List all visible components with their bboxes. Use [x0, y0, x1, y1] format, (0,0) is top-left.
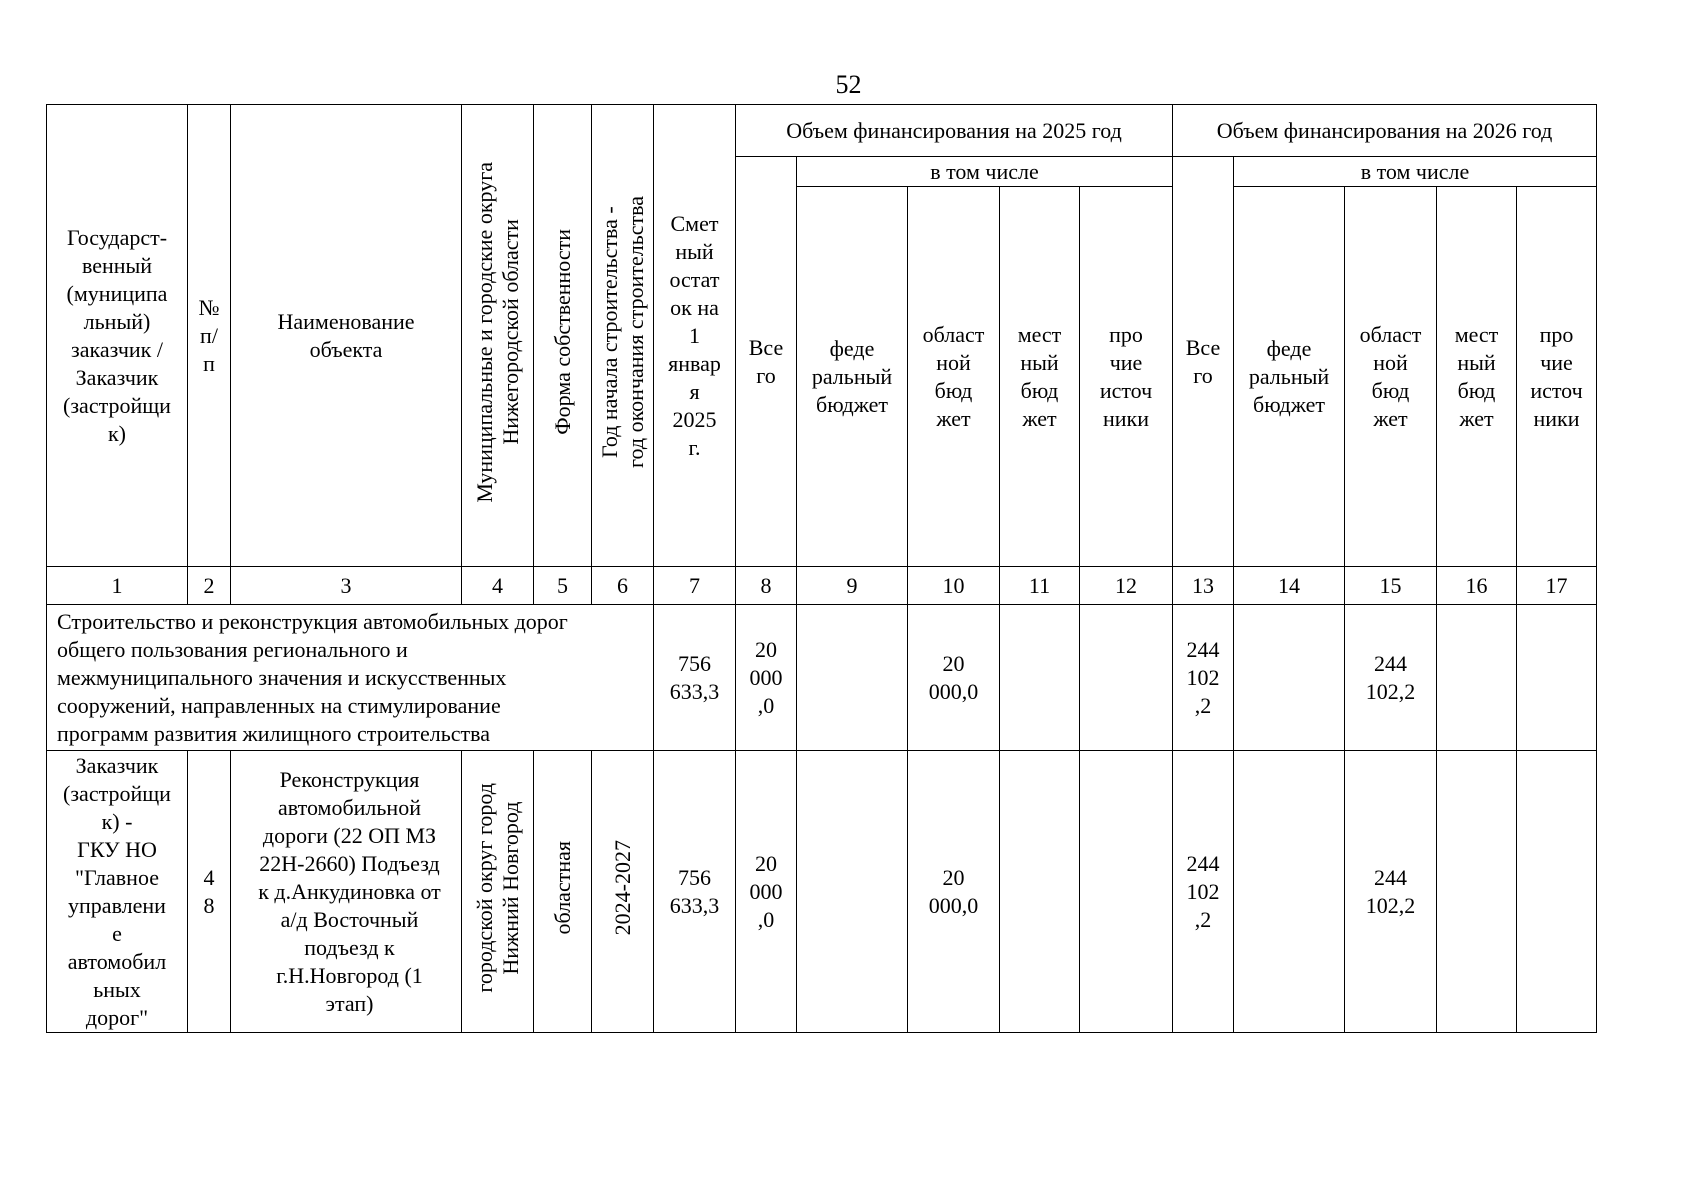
- column-number: 7: [654, 567, 736, 605]
- column-number: 6: [592, 567, 654, 605]
- header-federal-2026: феде ральный бюджет: [1234, 187, 1345, 567]
- row-local-2026: [1437, 751, 1517, 1033]
- column-number: 16: [1437, 567, 1517, 605]
- page-number: 52: [835, 70, 862, 99]
- header-federal-2025: феде ральный бюджет: [797, 187, 908, 567]
- header-customer: Государст- венный (муниципа льный) заказчик / Заказчик (застройщи к): [47, 105, 188, 567]
- row-object-name: Реконструкция автомобильной дороги (22 ОП МЗ 22Н-2660) Подъезд к д.Анкудиновка от а/д Восточный подъезд к г.Н.Новгород (1 этап): [231, 751, 462, 1033]
- column-number: 1: [47, 567, 188, 605]
- row-municipality-text: городской округ город Нижний Новгород: [471, 783, 523, 993]
- table-row: [47, 751, 1597, 1033]
- column-number: 8: [736, 567, 797, 605]
- header-local-2026: мест ный бюд жет: [1437, 187, 1517, 567]
- section-other-2026: [1517, 605, 1597, 751]
- column-number: 10: [908, 567, 1000, 605]
- row-total-2026: 244 102 ,2: [1173, 751, 1234, 1033]
- section-federal-2025: [797, 605, 908, 751]
- header-financing-2026: Объем финансирования на 2026 год: [1173, 105, 1597, 157]
- section-other-2025: [1080, 605, 1173, 751]
- column-number: 3: [231, 567, 462, 605]
- header-local-2025: мест ный бюд жет: [1000, 187, 1080, 567]
- section-regional-2026: 244 102,2: [1345, 605, 1437, 751]
- column-number: 17: [1517, 567, 1597, 605]
- header-regional-2025: област ной бюд жет: [908, 187, 1000, 567]
- row-ownership: [534, 751, 592, 1033]
- row-federal-2026: [1234, 751, 1345, 1033]
- section-row: [47, 605, 1597, 751]
- header-ownership: [534, 105, 592, 567]
- column-number: 13: [1173, 567, 1234, 605]
- section-local-2026: [1437, 605, 1517, 751]
- column-number: 2: [188, 567, 231, 605]
- header-total-2026: Все го: [1173, 157, 1234, 567]
- section-title: Строительство и реконструкция автомобильных дорог общего пользования регионального и межмуниципального значения и искусственных сооружений, направленных на стимулирование программ развития жилищного строительства: [47, 605, 654, 751]
- header-total-2025: Все го: [736, 157, 797, 567]
- row-regional-2026: 244 102,2: [1345, 751, 1437, 1033]
- column-number-row: [47, 567, 1597, 605]
- financing-table: [46, 104, 1597, 1033]
- row-municipality: [462, 751, 534, 1033]
- header-row-1: [47, 105, 1597, 157]
- row-other-2026: [1517, 751, 1597, 1033]
- row-years: [592, 751, 654, 1033]
- header-regional-2026: област ной бюд жет: [1345, 187, 1437, 567]
- row-customer: Заказчик (застройщи к) - ГКУ НО "Главное управлени е автомобил ьных дорог": [47, 751, 188, 1033]
- row-other-2025: [1080, 751, 1173, 1033]
- column-number: 4: [462, 567, 534, 605]
- row-federal-2025: [797, 751, 908, 1033]
- row-local-2025: [1000, 751, 1080, 1033]
- row-balance: 756 633,3: [654, 751, 736, 1033]
- header-including-2026: в том числе: [1234, 157, 1597, 187]
- row-number: 4 8: [188, 751, 231, 1033]
- header-municipality: [462, 105, 534, 567]
- row-years-text: 2024-2027: [609, 840, 635, 936]
- header-including-2025: в том числе: [797, 157, 1173, 187]
- section-total-2025: 20 000 ,0: [736, 605, 797, 751]
- column-number: 14: [1234, 567, 1345, 605]
- section-balance: 756 633,3: [654, 605, 736, 751]
- header-ownership-text: Форма собственности: [549, 229, 575, 435]
- header-estimated-balance: Смет ный остат ок на 1 январ я 2025 г.: [654, 105, 736, 567]
- header-municipality-text: Муниципальные и городские округа Нижегородской области: [471, 161, 523, 503]
- row-total-2025: 20 000 ,0: [736, 751, 797, 1033]
- section-regional-2025: 20 000,0: [908, 605, 1000, 751]
- header-row-number: № п/ п: [188, 105, 231, 567]
- header-years-text: Год начала строительства - год окончания строительства: [596, 196, 648, 468]
- header-other-2025: про чие источ ники: [1080, 187, 1173, 567]
- column-number: 12: [1080, 567, 1173, 605]
- row-regional-2025: 20 000,0: [908, 751, 1000, 1033]
- header-years: [592, 105, 654, 567]
- column-number: 11: [1000, 567, 1080, 605]
- header-other-2026: про чие источ ники: [1517, 187, 1597, 567]
- column-number: 5: [534, 567, 592, 605]
- column-number: 15: [1345, 567, 1437, 605]
- header-object-name: Наименование объекта: [231, 105, 462, 567]
- row-ownership-text: областная: [549, 841, 575, 935]
- header-financing-2025: Объем финансирования на 2025 год: [736, 105, 1173, 157]
- column-number: 9: [797, 567, 908, 605]
- section-local-2025: [1000, 605, 1080, 751]
- section-federal-2026: [1234, 605, 1345, 751]
- section-total-2026: 244 102 ,2: [1173, 605, 1234, 751]
